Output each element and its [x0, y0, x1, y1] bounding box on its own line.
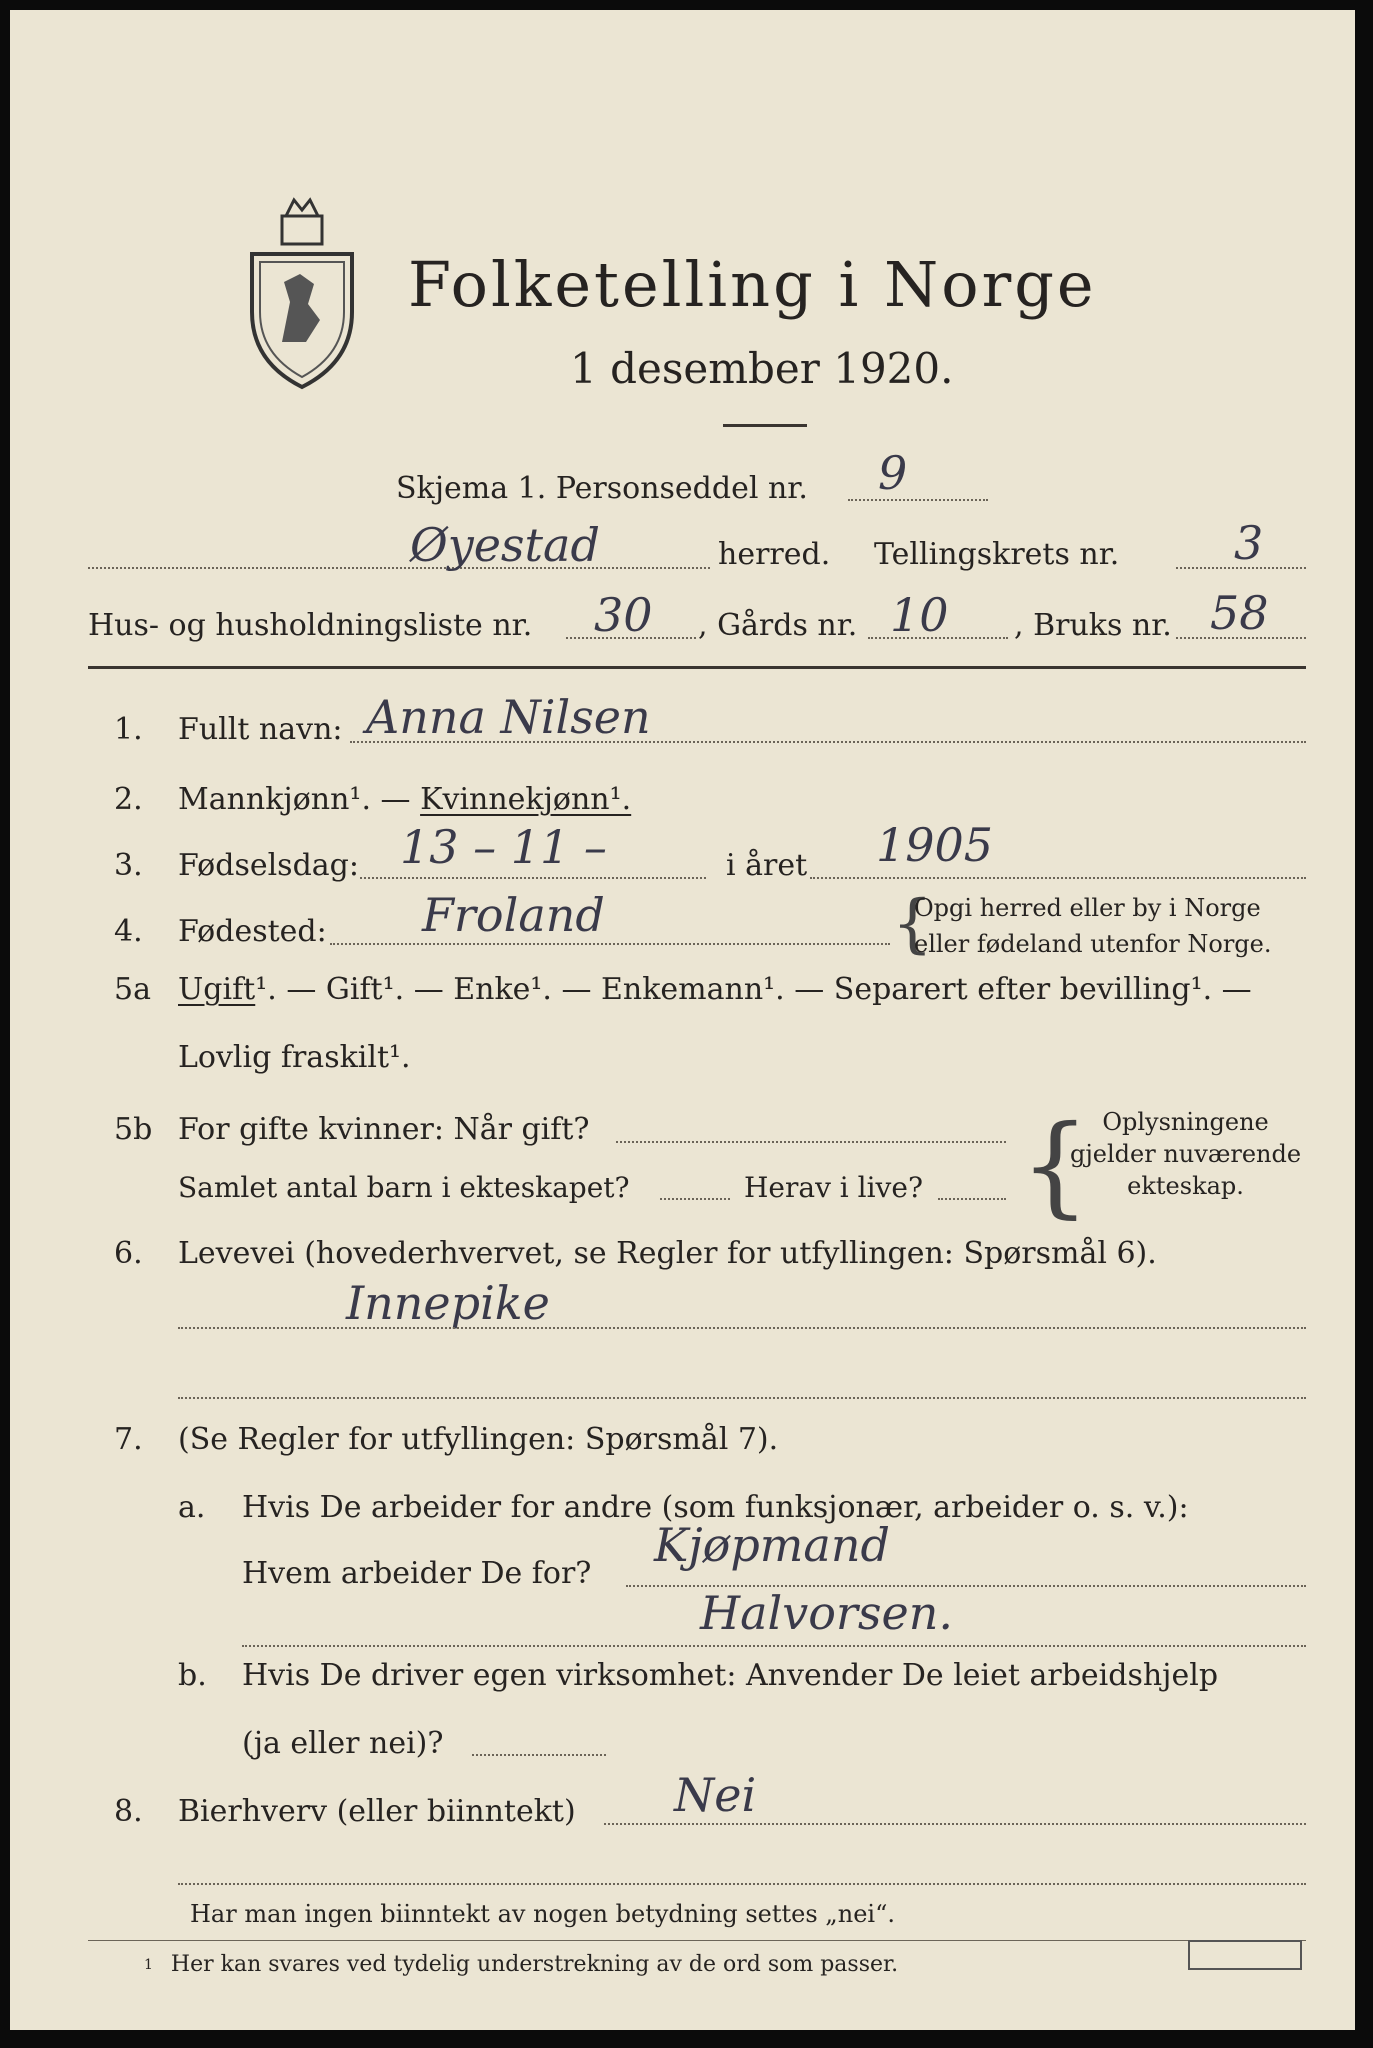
q7a-label: Hvis De arbeider for andre (som funksjonær, arbeider o. s. v.):: [242, 1490, 1189, 1525]
census-form: Folketelling i Norge 1 desember 1920. Skjema 1. Personseddel nr. 9 Øyestad herred. Tellingskrets nr. 3 Hus- og husholdningsliste nr. 30 , Gårds nr. 10 , Bruks nr. 58 1. Fullt navn: Anna Nilsen 2. Mannkjønn¹. — Kvinnekjønn¹. 3. Fødselsdag: 13 – 11 – i året 1905 4. Fødested: Froland { Opgi herred eller by i Norge eller fødeland utenfor Norge. 5a Ugift¹. — Gift¹. — Enke¹. — Enkemann¹. — Separert efter bevilling¹. — Lovlig fraskilt¹. 5b For gifte kvinner: Når gift? Samlet antal barn i ekteskapet? Herav i live? { Oplysningene gjelder nuværende ekteskap. 6. Levevei (hovederhvervet, se Regler for utfyllingen: Spørsmål 6). Innepike 7. (Se Regler for utfyllingen: Spørsmål 7). a. Hvis De arbeider for andre (som funksjonær, arbeider o. s. v.): Hvem arbeider De for? Kjøpmand Halvorsen. b. Hvis De driver egen virksomhet: Anvender De leiet arbeidshjelp (ja eller nei)? 8. Bierhverv (eller biinntekt) Nei Har man ingen biinntekt av nogen betydning settes „nei“. $^1$ Her kan svares ved tydelig understrekning av de ord som passer.: [10, 10, 1355, 2030]
q7b-label: Hvis De driver egen virksomhet: Anvender De leiet arbeidshjelp: [242, 1658, 1219, 1693]
marriage-note: Oplysningene gjelder nuværende ekteskap.: [1070, 1108, 1302, 1200]
footnote: $^1$ Her kan svares ved tydelig understrekning av de ord som passer.: [144, 1952, 899, 1977]
side-income-value: Nei: [674, 1768, 757, 1822]
children-label: Samlet antal barn i ekteskapet?: [178, 1171, 630, 1204]
gender-female: Kvinnekjønn¹.: [420, 782, 632, 817]
birth-year-value: 1905: [876, 818, 994, 872]
municipality-label: herred.: [718, 537, 831, 572]
birthplace-value: Froland: [422, 888, 605, 942]
alive-label: Herav i live?: [744, 1171, 923, 1204]
birthplace-label: Fødested:: [178, 914, 327, 949]
employer-label: Hvem arbeider De for?: [242, 1556, 592, 1591]
farm-label: , Gårds nr.: [698, 608, 858, 643]
status-divorced: Lovlig fraskilt¹.: [178, 1040, 411, 1075]
occupation-label: Levevei (hovederhvervet, se Regler for utfyllingen: Spørsmål 6).: [178, 1236, 1157, 1271]
district-label: Tellingskrets nr.: [874, 537, 1120, 572]
side-income-label: Bierhverv (eller biinntekt): [178, 1794, 576, 1829]
q7-label: (Se Regler for utfyllingen: Spørsmål 7).: [178, 1422, 779, 1457]
header-divider: [88, 666, 1306, 669]
birthplace-note-2: eller fødeland utenfor Norge.: [914, 930, 1272, 958]
municipality-value: Øyestad: [410, 518, 600, 572]
occupation-value: Innepike: [346, 1276, 550, 1330]
household-list-value: 30: [594, 588, 653, 642]
form-title: Folketelling i Norge: [408, 248, 1097, 321]
holding-label: , Bruks nr.: [1014, 608, 1172, 643]
year-label: i året: [726, 848, 808, 883]
q7b-subquestion: (ja eller nei)?: [242, 1726, 444, 1761]
marital-status-options: [178, 972, 1252, 1008]
printer-stamp: [1188, 1940, 1302, 1970]
status-others: ¹. — Gift¹. — Enke¹. — Enkemann¹. — Separert efter bevilling¹. —: [255, 972, 1252, 1007]
form-date: 1 desember 1920.: [570, 344, 954, 393]
birthday-label: Fødselsdag:: [178, 848, 359, 883]
person-slip-number: 9: [878, 446, 908, 500]
farm-value: 10: [890, 588, 949, 642]
district-value: 3: [1234, 516, 1264, 570]
holding-value: 58: [1210, 586, 1269, 640]
gender-male: Mannkjønn¹. —: [178, 782, 411, 817]
gender-options: [178, 782, 631, 818]
employer-value-1: Kjøpmand: [654, 1518, 890, 1572]
coat-of-arms-icon: [242, 192, 362, 392]
employer-value-2: Halvorsen.: [700, 1586, 953, 1640]
birthplace-note-1: Opgi herred eller by i Norge: [914, 894, 1261, 922]
schema-label: Skjema 1. Personseddel nr.: [396, 471, 808, 506]
birthday-value: 13 – 11 –: [400, 820, 607, 874]
status-unmarried: Ugift: [178, 972, 256, 1007]
full-name-value: Anna Nilsen: [366, 690, 651, 744]
household-list-label: Hus- og husholdningsliste nr.: [88, 608, 533, 643]
title-divider: [723, 424, 807, 427]
full-name-label: Fullt navn:: [178, 712, 343, 747]
side-income-note: Har man ingen biinntekt av nogen betydning settes „nei“.: [190, 1900, 895, 1928]
married-women-label: For gifte kvinner: Når gift?: [178, 1112, 590, 1147]
